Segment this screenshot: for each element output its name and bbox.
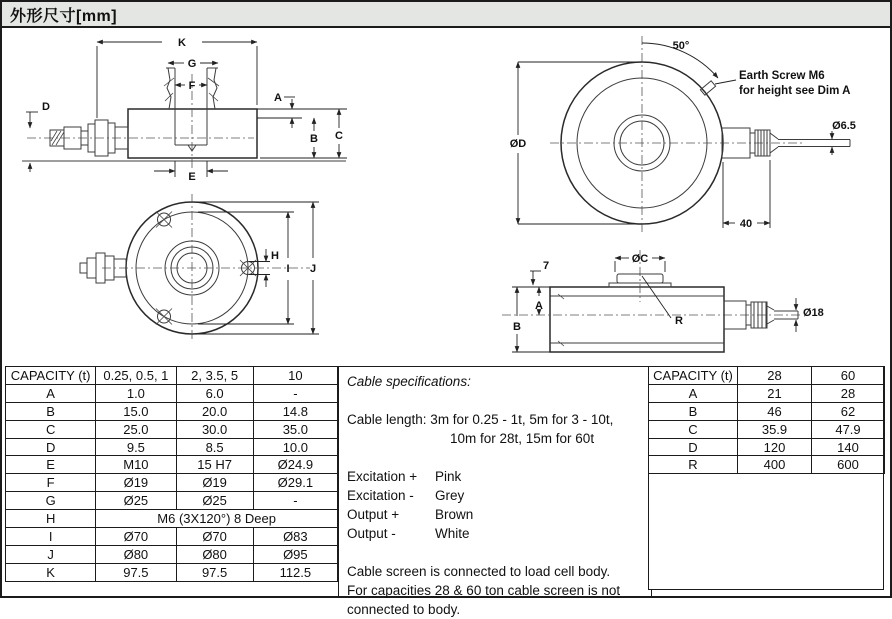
cable-specifications-panel xyxy=(338,366,652,617)
dim-label-h: H xyxy=(271,250,279,262)
wire-label: Output - xyxy=(347,526,396,541)
mounting-screw-icon xyxy=(156,212,172,228)
table-row: A 1.0 6.0 - xyxy=(6,384,338,402)
table-row: I Ø70 Ø70 Ø83 xyxy=(6,528,338,546)
earth-screw-note-line1: Earth Screw M6 xyxy=(739,70,825,82)
dim-label-offset-40: 40 xyxy=(739,218,753,230)
angle-label: 50° xyxy=(672,40,690,52)
earth-screw-note-line2: for height see Dim A xyxy=(739,85,851,97)
spacer xyxy=(347,448,651,467)
column-header: 28 xyxy=(738,367,812,385)
dim-label-g: G xyxy=(187,58,197,70)
wire-label: Output + xyxy=(347,507,400,522)
dim-label-b: B xyxy=(310,133,318,145)
column-header: 10 xyxy=(253,367,337,385)
wire-color: Pink xyxy=(435,469,462,484)
spacer xyxy=(347,543,651,562)
dim-label-cable-diameter: Ø6.5 xyxy=(832,120,856,132)
mounting-screw-icon xyxy=(156,309,172,325)
table-row: C 35.9 47.9 xyxy=(649,420,885,438)
wire-row xyxy=(347,467,651,486)
dim-label-e: E xyxy=(188,171,196,183)
technical-drawings xyxy=(2,28,890,368)
dimensions-panel-large-capacities xyxy=(648,366,884,590)
dim-label-a-large: A xyxy=(535,300,543,312)
dim-label-diameter-d: ØD xyxy=(509,138,527,150)
dim-label-a: A xyxy=(274,92,282,104)
dim-label-diameter-c: ØC xyxy=(631,253,649,265)
dim-label-d: D xyxy=(42,101,50,113)
column-header: 2, 3.5, 5 xyxy=(176,367,253,385)
table-row: H M6 (3X120°) 8 Deep xyxy=(6,510,338,528)
dim-label-j: J xyxy=(309,263,317,275)
wire-color: Brown xyxy=(435,507,474,522)
dim-label-r: R xyxy=(675,315,683,327)
column-header: CAPACITY (t) xyxy=(6,367,96,385)
column-header: CAPACITY (t) xyxy=(649,367,738,385)
table-row: B 15.0 20.0 14.8 xyxy=(6,402,338,420)
table-row: B 46 62 xyxy=(649,402,885,420)
wire-row xyxy=(347,486,651,505)
cable-screen-note-line3: connected to body. xyxy=(347,602,461,617)
dim-label-c: C xyxy=(335,130,343,142)
table-header-row xyxy=(649,367,885,385)
drawing-area xyxy=(2,28,890,368)
wire-label: Excitation - xyxy=(347,488,414,503)
cable-screen-note-line2: For capacities 28 & 60 ton cable screen is not xyxy=(347,583,621,598)
table-row: E M10 15 H7 Ø24.9 xyxy=(6,456,338,474)
wire-row xyxy=(347,505,651,524)
page-title: 外形尺寸[mm] xyxy=(10,7,118,25)
side-view-drawing-large-capacities xyxy=(502,250,824,352)
table-row: R 400 600 xyxy=(649,456,885,474)
cable-length-line2: 10m for 28t, 15m for 60t xyxy=(450,431,595,446)
dim-label-f: F xyxy=(188,80,196,92)
earth-screw-icon xyxy=(700,81,715,95)
wire-color: White xyxy=(435,526,470,541)
dim-label-i: I xyxy=(286,263,290,275)
table-header-row xyxy=(6,367,338,385)
dimensions-table-small-capacities xyxy=(5,366,338,582)
dim-label-b-large: B xyxy=(513,321,521,333)
table-row: K 97.5 97.5 112.5 xyxy=(6,563,338,581)
cable-specs-heading: Cable specifications: xyxy=(347,374,471,389)
plan-view-drawing-small-capacities xyxy=(80,194,319,342)
wire-color: Grey xyxy=(435,488,465,503)
wire-label: Excitation + xyxy=(347,469,418,484)
cable-length-line1: Cable length: 3m for 0.25 - 1t, 5m for 3 - 10t, xyxy=(347,412,614,427)
plan-view-drawing-large xyxy=(510,36,856,232)
table-row: A 21 28 xyxy=(649,384,885,402)
dim-label-k: K xyxy=(178,37,186,49)
table-row: J Ø80 Ø80 Ø95 xyxy=(6,545,338,563)
dim-label-seven: 7 xyxy=(542,260,550,272)
table-row: F Ø19 Ø19 Ø29.1 xyxy=(6,474,338,492)
table-row: C 25.0 30.0 35.0 xyxy=(6,420,338,438)
column-header: 0.25, 0.5, 1 xyxy=(96,367,176,385)
title-bar xyxy=(2,2,890,28)
wire-row xyxy=(347,524,651,543)
cable-screen-note-line1: Cable screen is connected to load cell body. xyxy=(347,564,611,579)
table-row: G Ø25 Ø25 - xyxy=(6,492,338,510)
dimensions-table-large-capacities xyxy=(648,366,885,474)
table-row: D 120 140 xyxy=(649,438,885,456)
dim-label-cable-diameter-18: Ø18 xyxy=(803,307,824,319)
table-row: D 9.5 8.5 10.0 xyxy=(6,438,338,456)
side-view-drawing-small-capacities xyxy=(22,37,347,183)
column-header: 60 xyxy=(812,367,885,385)
